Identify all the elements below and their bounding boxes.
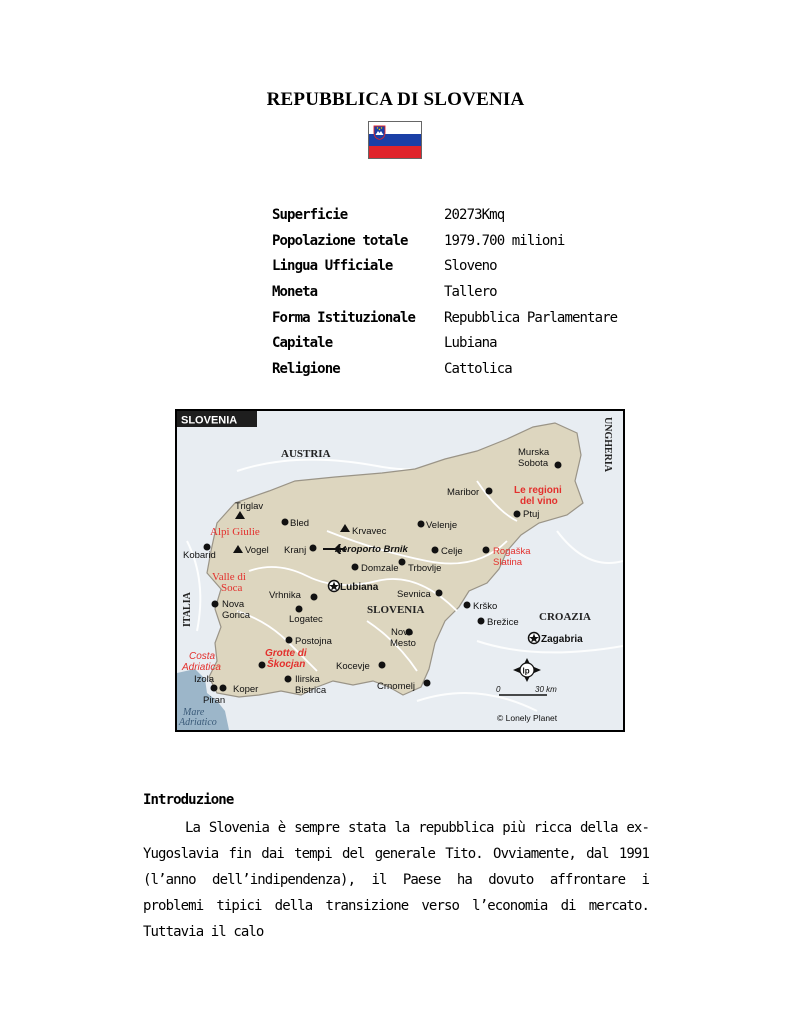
scale-km: 30 km bbox=[535, 685, 557, 694]
compass-letters: lp bbox=[522, 666, 530, 676]
region-rogaska: Rogaška bbox=[493, 546, 531, 557]
city-triglav: Triglav bbox=[235, 501, 264, 512]
city-domzale: Domzale bbox=[361, 563, 399, 574]
fact-value: Sloveno bbox=[444, 258, 497, 275]
city-bistrica: Bistrica bbox=[295, 685, 327, 696]
slovenia-flag bbox=[368, 121, 422, 159]
region-adriatica: Adriatica bbox=[182, 662, 221, 673]
fact-value: Tallero bbox=[444, 283, 497, 300]
city-kranj: Kranj bbox=[284, 545, 307, 556]
city-mesto: Mesto bbox=[390, 638, 416, 649]
airport-label: Aeroporto Brnik bbox=[335, 544, 408, 555]
city-vrhnika: Vrhnika bbox=[269, 590, 301, 601]
page-title: REPUBBLICA DI SLOVENIA bbox=[266, 89, 525, 110]
fact-label: Capitale bbox=[272, 335, 333, 352]
city-velenje: Velenje bbox=[426, 520, 458, 531]
city-izola: Izola bbox=[194, 674, 215, 685]
city-trbovlje: Trbovlje bbox=[408, 563, 442, 574]
city-lubiana: Lubiana bbox=[340, 582, 379, 593]
label-croazia: CROAZIA bbox=[539, 611, 591, 623]
scale-zero: 0 bbox=[496, 685, 501, 694]
city-sevnica: Sevnica bbox=[397, 589, 431, 600]
city-brezice: Brežice bbox=[487, 617, 519, 628]
city-ptuj: Ptuj bbox=[523, 509, 540, 520]
sea-label-adriatico: Adriatico bbox=[179, 717, 217, 728]
label-slovenia: SLOVENIA bbox=[367, 604, 425, 616]
city-sobota: Sobota bbox=[518, 458, 549, 469]
city-koper: Koper bbox=[233, 684, 259, 695]
sea-label-mare: Mare bbox=[183, 707, 205, 718]
fact-row bbox=[272, 330, 617, 356]
fact-label: Lingua Ufficiale bbox=[272, 258, 393, 275]
map-credit: © Lonely Planet bbox=[497, 713, 558, 723]
city-bled: Bled bbox=[290, 518, 310, 529]
fact-label: Popolazione totale bbox=[272, 232, 408, 249]
map-header: SLOVENIA bbox=[181, 414, 238, 427]
city-krsko: Krško bbox=[473, 601, 498, 612]
region-valle: Valle di bbox=[212, 571, 246, 583]
region-alpi-giulie: Alpi Giulie bbox=[210, 526, 260, 538]
facts-table bbox=[272, 202, 617, 382]
fact-row bbox=[272, 279, 617, 305]
fact-label: Moneta bbox=[272, 283, 318, 300]
city-ilirska: Ilirska bbox=[295, 674, 320, 685]
intro-paragraph: La Slovenia è sempre stata la repubblica più ricca della ex-Yugoslavia fin dai tempi del generale Tito. Ovviamente, dal 1991 (l’anno dell’indipendenza), il Paese ha dovuto affrontare i problemi tipici della transizione verso l’economia di mercato. Tuttavia il calo bbox=[143, 820, 649, 940]
fact-row bbox=[272, 305, 617, 331]
city-gorica: Gorica bbox=[222, 610, 250, 621]
city-logatec: Logatec bbox=[289, 614, 323, 625]
fact-row bbox=[272, 253, 617, 279]
fact-row bbox=[272, 228, 617, 254]
city-kocevje: Kocevje bbox=[336, 661, 370, 672]
fact-row bbox=[272, 202, 617, 228]
fact-row bbox=[272, 356, 617, 382]
city-krvavec: Krvavec bbox=[352, 526, 387, 537]
fact-value: Cattolica bbox=[444, 360, 512, 377]
section-heading: Introduzione bbox=[143, 792, 234, 808]
fact-label: Superficie bbox=[272, 206, 348, 223]
fact-value: Lubiana bbox=[444, 335, 497, 352]
region-skocjan: Škocjan bbox=[267, 659, 306, 670]
city-murska: Murska bbox=[518, 447, 550, 458]
city-vogel: Vogel bbox=[245, 545, 269, 556]
city-postojna: Postojna bbox=[295, 636, 332, 647]
label-italia: ITALIA bbox=[182, 592, 193, 627]
region-slatina: Slatina bbox=[493, 557, 523, 568]
city-crnomelj: Crnomelj bbox=[377, 681, 416, 692]
city-kobarid: Kobarid bbox=[183, 550, 216, 561]
region-del-vino: del vino bbox=[520, 496, 558, 507]
fact-value: Repubblica Parlamentare bbox=[444, 309, 618, 326]
region-le-regioni: Le regioni bbox=[514, 485, 562, 496]
slovenia-map bbox=[175, 409, 625, 732]
label-austria: AUSTRIA bbox=[281, 448, 331, 460]
fact-value: 1979.700 milioni bbox=[444, 232, 565, 249]
city-celje: Celje bbox=[441, 546, 463, 557]
region-grotte: Grotte di bbox=[265, 648, 307, 659]
region-soca: Soca bbox=[221, 582, 243, 594]
fact-value: 20273Kmq bbox=[444, 206, 505, 223]
city-novo: Novo bbox=[391, 627, 414, 638]
map-canvas bbox=[177, 411, 623, 730]
fact-label: Forma Istituzionale bbox=[272, 309, 416, 326]
city-zagabria: Zagabria bbox=[541, 634, 583, 645]
fact-label: Religione bbox=[272, 360, 340, 377]
city-piran: Piran bbox=[203, 695, 226, 706]
label-ungheria: UNGHERIA bbox=[602, 417, 613, 473]
city-nova: Nova bbox=[222, 599, 245, 610]
coat-of-arms-icon bbox=[373, 125, 386, 140]
region-costa: Costa bbox=[189, 651, 216, 662]
city-maribor: Maribor bbox=[447, 487, 480, 498]
